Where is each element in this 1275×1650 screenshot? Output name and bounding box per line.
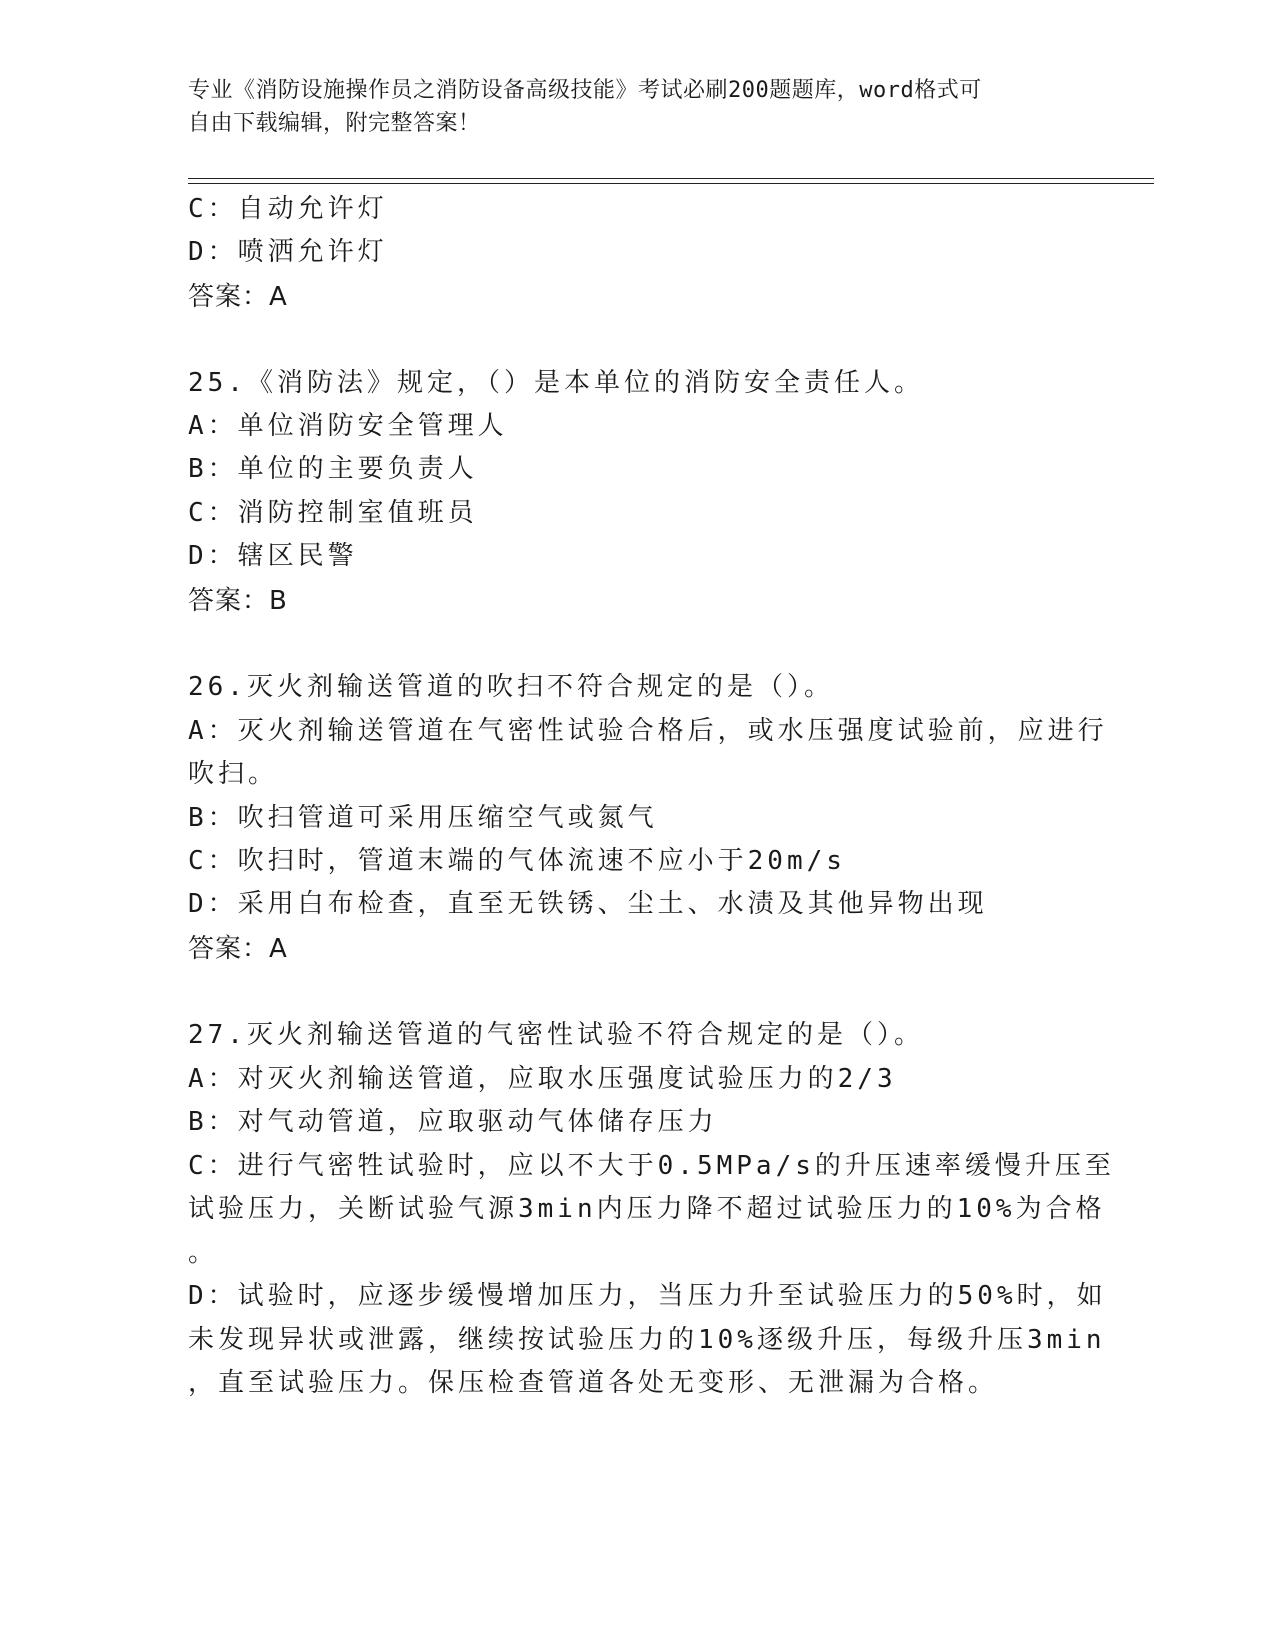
- document-header: [188, 74, 1068, 140]
- question-26-stem: 26.灭火剂输送管道的吹扫不符合规定的是（）。: [188, 672, 834, 702]
- option-d: D：喷洒允许灯: [188, 237, 388, 267]
- header-rule-top: [188, 178, 1154, 179]
- header-rule-bottom: [188, 183, 1154, 184]
- question-25-option-b: B：单位的主要负责人: [188, 454, 478, 484]
- question-26-option-d: D：采用白布检查，直至无铁锈、尘土、水渍及其他异物出现: [188, 889, 988, 919]
- question-27-option-d-line-2: 未发现异状或泄露，继续按试验压力的10%逐级升压，每级升压3min: [188, 1325, 1106, 1355]
- question-25-answer: 答案：B: [188, 586, 288, 616]
- question-26-option-c: C：吹扫时，管道末端的气体流速不应小于20m/s: [188, 846, 846, 876]
- question-26-answer: 答案：A: [188, 934, 288, 964]
- question-27-option-b: B：对气动管道，应取驱动气体储存压力: [188, 1107, 718, 1137]
- question-27-option-c-line-2: 试验压力，关断试验气源3min内压力降不超过试验压力的10%为合格: [188, 1194, 1106, 1224]
- question-25-stem: 25.《消防法》规定，（）是本单位的消防安全责任人。: [188, 368, 924, 398]
- question-26-option-a-line-1: A：灭火剂输送管道在气密性试验合格后，或水压强度试验前，应进行: [188, 716, 1108, 746]
- question-26-option-b: B：吹扫管道可采用压缩空气或氮气: [188, 803, 658, 833]
- question-26-option-a-line-2: 吹扫。: [188, 759, 279, 789]
- option-c: C：自动允许灯: [188, 194, 388, 224]
- question-27-option-c-line-1: C：进行气密牲试验时，应以不大于0.5MPa/s的升压速率缓慢升压至: [188, 1151, 1115, 1181]
- answer-line: 答案：A: [188, 282, 288, 312]
- question-27-stem: 27.灭火剂输送管道的气密性试验不符合规定的是（）。: [188, 1020, 924, 1050]
- question-27-option-c-line-3: 。: [188, 1238, 219, 1268]
- question-25-option-c: C：消防控制室值班员: [188, 498, 478, 528]
- header-line-1: 专业《消防设施操作员之消防设备高级技能》考试必刷200题题库，word格式可: [188, 78, 982, 103]
- question-27-option-d-line-1: D：试验时，应逐步缓慢增加压力，当压力升至试验压力的50%时，如: [188, 1281, 1107, 1311]
- question-27-option-d-line-3: ，直至试验压力。保压检查管道各处无变形、无泄漏为合格。: [188, 1368, 999, 1398]
- header-line-2: 自由下载编辑，附完整答案！: [188, 111, 481, 136]
- question-25-option-a: A：单位消防安全管理人: [188, 411, 508, 441]
- question-25-option-d: D：辖区民警: [188, 541, 358, 571]
- question-27-option-a: A：对灭火剂输送管道，应取水压强度试验压力的2/3: [188, 1064, 897, 1094]
